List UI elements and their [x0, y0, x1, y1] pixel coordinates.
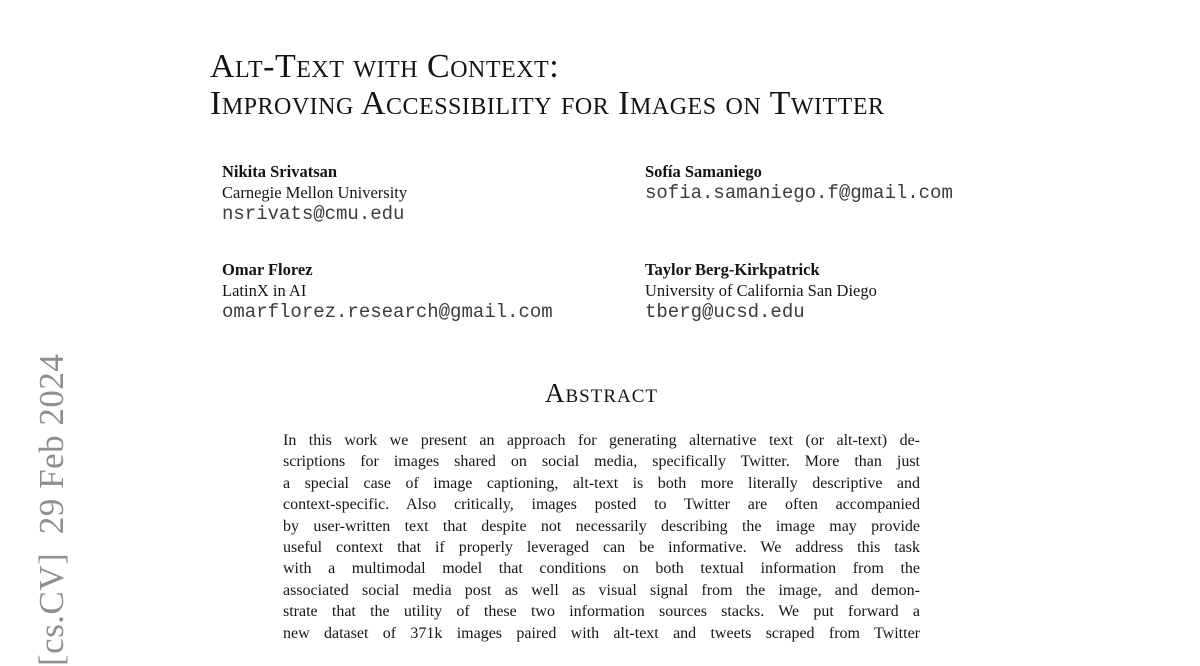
abstract-heading: Abstract — [283, 378, 920, 408]
abstract-line: by user-written text that despite not necessarily describing the image may provide — [283, 516, 920, 537]
abstract-line: useful context that if properly leveraged can be informative. We address this task — [283, 537, 920, 558]
abstract-body — [283, 430, 920, 644]
author-affiliation: LatinX in AI — [222, 280, 652, 301]
author-email: nsrivats@cmu.edu — [222, 203, 652, 225]
abstract-line: scriptions for images shared on social media, specifically Twitter. More than just — [283, 451, 920, 472]
paper-title-line-1: Alt-Text with Context: — [210, 48, 885, 85]
author-affiliation: Carnegie Mellon University — [222, 182, 652, 203]
author-email: omarflorez.research@gmail.com — [222, 301, 652, 323]
author-name: Omar Florez — [222, 259, 652, 280]
abstract-line: new dataset of 371k images paired with alt-text and tweets scraped from Twitter — [283, 623, 920, 644]
paper-title-line-2: Improving Accessibility for Images on Twitter — [210, 85, 885, 122]
abstract-line: a special case of image captioning, alt-text is both more literally descriptive and — [283, 473, 920, 494]
author-name: Sofía Samaniego — [645, 161, 1075, 182]
author-block-4 — [645, 259, 1075, 323]
abstract-line: context-specific. Also critically, images posted to Twitter are often accompanied — [283, 494, 920, 515]
author-name: Taylor Berg-Kirkpatrick — [645, 259, 1075, 280]
author-email: tberg@ucsd.edu — [645, 301, 1075, 323]
author-affiliation: University of California San Diego — [645, 280, 1075, 301]
abstract-line: strate that the utility of these two information sources stacks. We put forward a — [283, 601, 920, 622]
abstract-line: with a multimodal model that conditions on both textual information from the — [283, 558, 920, 579]
arxiv-stamp: [cs.CV] 29 Feb 2024 — [31, 296, 73, 666]
author-block-3 — [222, 259, 652, 323]
author-block-1 — [222, 161, 652, 225]
abstract-line: associated social media post as well as visual signal from the image, and demon- — [283, 580, 920, 601]
author-block-2 — [645, 161, 1075, 204]
author-email: sofia.samaniego.f@gmail.com — [645, 182, 1075, 204]
abstract-line: In this work we present an approach for generating alternative text (or alt-text) de- — [283, 430, 920, 451]
author-name: Nikita Srivatsan — [222, 161, 652, 182]
paper-title — [210, 48, 885, 122]
